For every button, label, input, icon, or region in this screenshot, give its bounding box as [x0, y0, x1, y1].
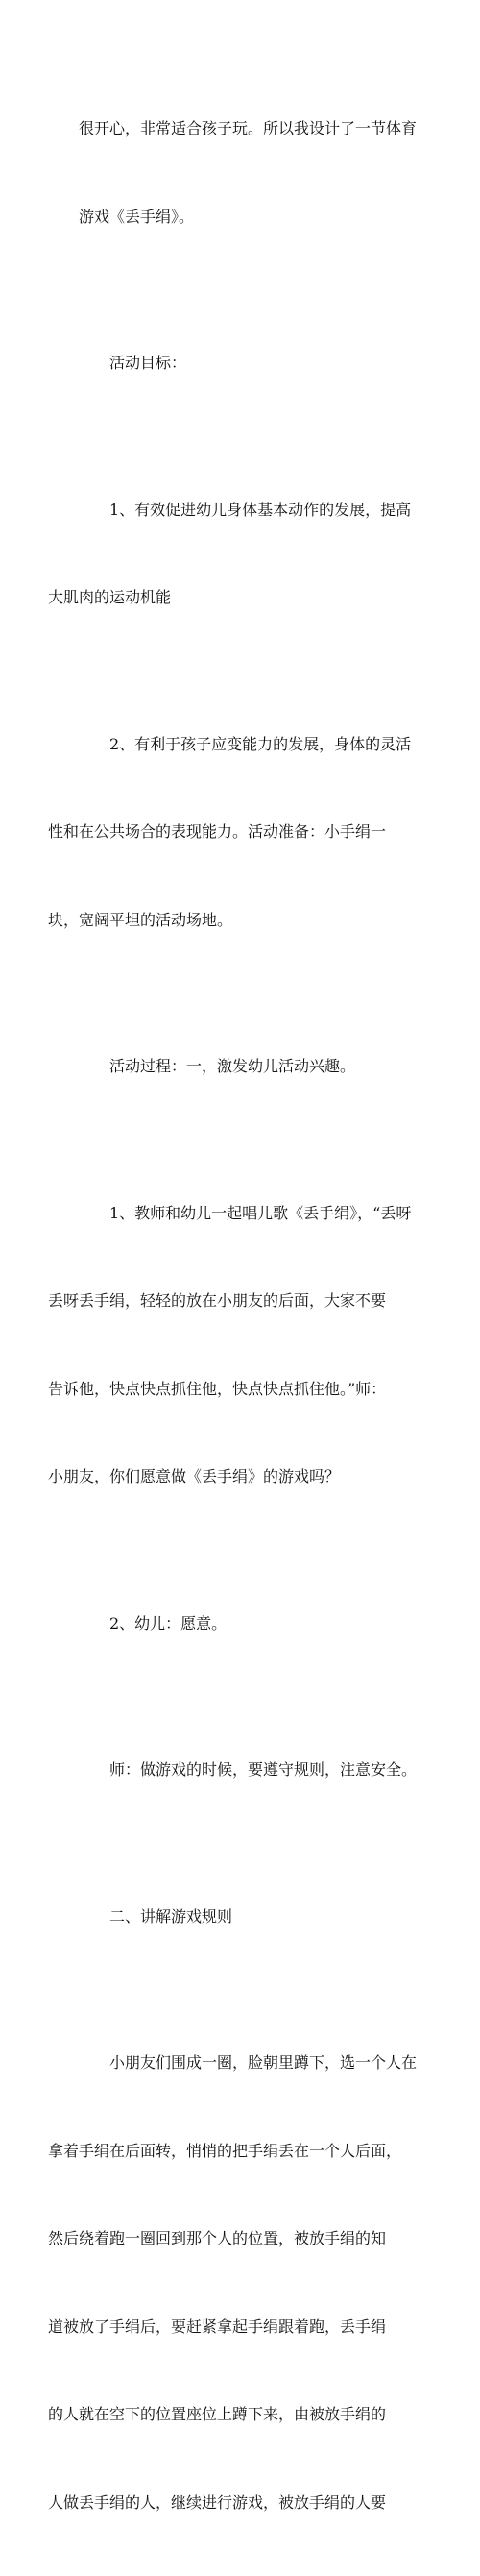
text-line: 1、教师和幼儿一起唱儿歌《丢手绢》，“丢呀: [109, 1203, 412, 1222]
text-line: 活动过程：一，激发幼儿活动兴趣。: [109, 1057, 356, 1075]
text-line: 游戏《丢手绢》。: [79, 207, 195, 226]
text-line: 人做丢手绢的人，继续进行游戏，被放手绢的人要: [48, 2492, 387, 2512]
document-body: [48, 56, 418, 2576]
paragraph-intro: [79, 56, 418, 290]
text-line: 活动目标：: [109, 354, 187, 372]
text-line: 性和在公共场合的表现能力。活动准备：小手绢一: [48, 822, 387, 841]
text-line: 2、幼儿：愿意。: [109, 1613, 228, 1632]
paragraph-rules: [48, 1990, 418, 2576]
heading-activity-goals: [79, 290, 415, 437]
text-line: 告诉他，快点快点抓住他，快点快点抓住他。”师：: [48, 1379, 387, 1398]
text-line: 1、有效促进幼儿身体基本动作的发展，提高: [109, 500, 412, 519]
paragraph-goal-2: [48, 672, 415, 994]
text-line: 然后绕着跑一圈回到那个人的位置，被放手绢的知: [48, 2229, 387, 2247]
text-line: 2、有利于孩子应变能力的发展，身体的灵活: [109, 734, 412, 753]
text-line: 师：做游戏的时候，要遵守规则，注意安全。: [109, 1760, 418, 1779]
text-line: 拿着手绢在后面转，悄悄的把手绢丢在一个人后面，: [48, 2141, 402, 2160]
text-line: 块，宽阔平坦的活动场地。: [48, 910, 233, 929]
text-line: 二、讲解游戏规则: [109, 1906, 233, 1926]
paragraph-step-2: [79, 1551, 415, 1698]
heading-game-rules: [79, 1844, 415, 1991]
text-line: 小朋友，你们愿意做《丢手绢》的游戏吗？: [48, 1467, 341, 1485]
heading-activity-process: [79, 994, 415, 1141]
paragraph-goal-1: [48, 437, 415, 672]
text-line: 的人就在空下的位置座位上蹲下来，由被放手绢的: [48, 2405, 387, 2423]
text-line: 小朋友们围成一圈，脸朝里蹲下，选一个人在: [109, 2053, 418, 2072]
text-line: 丢呀丢手绢，轻轻的放在小朋友的后面，大家不要: [48, 1291, 387, 1310]
paragraph-teacher-note: [79, 1697, 418, 1844]
text-line: 很开心，非常适合孩子玩。所以我设计了一节体育: [79, 119, 418, 137]
text-line: 道被放了手绢后，要赶紧拿起手绢跟着跑，丢手绢: [48, 2317, 387, 2336]
text-line: 大肌肉的运动机能: [48, 588, 172, 606]
paragraph-step-1: [48, 1141, 415, 1551]
